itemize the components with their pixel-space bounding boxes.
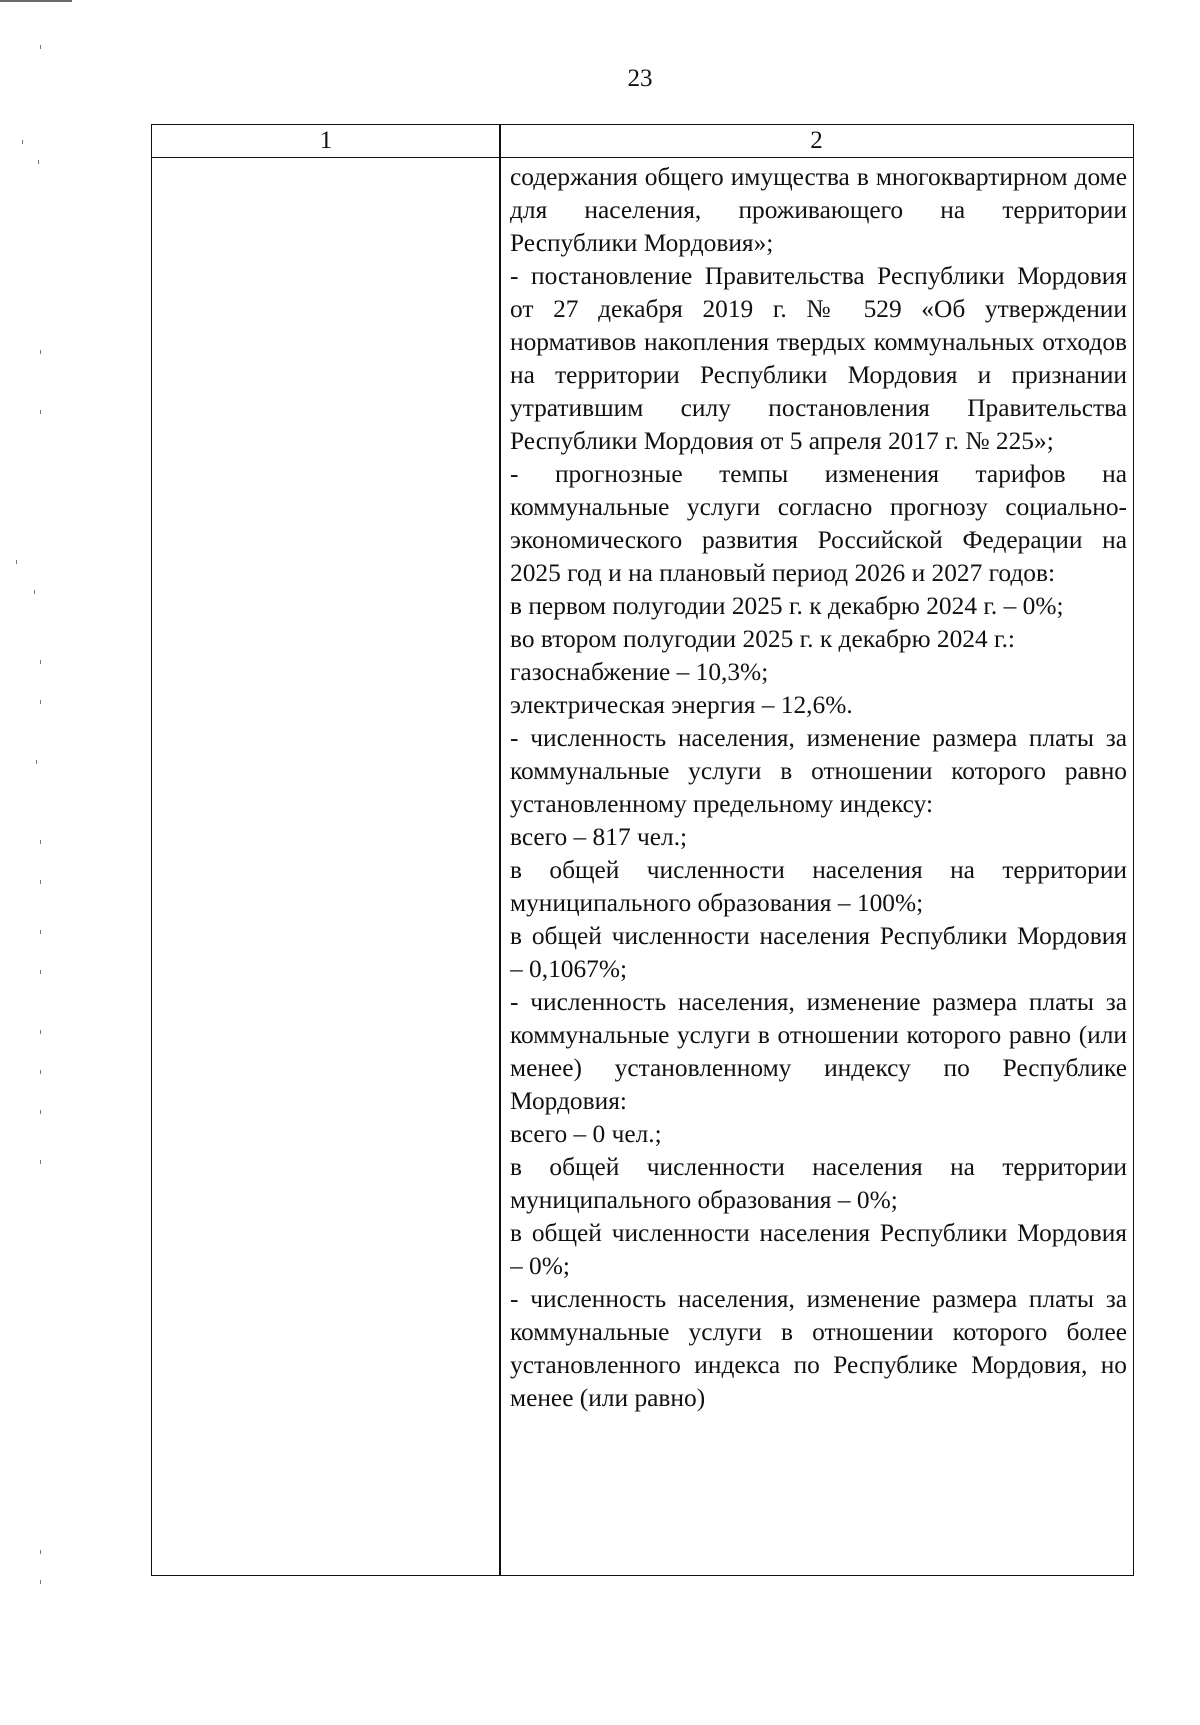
paragraph: - прогнозные темпы изменения тарифов на коммунальные услуги согласно прогнозу социально-экономического развития Российской Федерации на 2025 год и на плановый период 2026 и 2027 годов: bbox=[510, 460, 1127, 587]
table-header-column-2: 2 bbox=[810, 127, 823, 154]
paragraph: - численность населения, изменение размера платы за коммунальные услуги в отношении которого равно (или менее) установленному индексу по Республике Мордовия: bbox=[510, 988, 1127, 1115]
paragraph: - численность населения, изменение размера платы за коммунальные услуги в отношении которого равно установленному предельному индексу: bbox=[510, 724, 1127, 818]
paragraph: - постановление Правительства Республики Мордовия от 27 декабря 2019 г. № 529 «Об утверждении нормативов накопления твердых коммунальных отходов на территории Республики Мордовия и признании утратившим силу постановления Правительства Республики Мордовия от 5 апреля 2017 г. № 225»; bbox=[510, 262, 1127, 455]
scan-speck bbox=[40, 1550, 41, 1554]
scan-speck bbox=[40, 1030, 41, 1034]
scan-speck bbox=[40, 350, 41, 354]
scan-speck bbox=[36, 760, 37, 764]
scan-speck bbox=[40, 1160, 41, 1164]
paragraph: электрическая энергия – 12,6%. bbox=[510, 691, 853, 719]
scan-speck bbox=[40, 660, 41, 664]
table-header-column-1: 1 bbox=[319, 127, 333, 154]
paragraph: всего – 817 чел.; bbox=[510, 823, 688, 851]
scan-speck bbox=[40, 970, 41, 974]
scan-speck bbox=[40, 1110, 41, 1114]
scan-speck bbox=[40, 1580, 41, 1584]
table-header-row bbox=[152, 125, 1133, 158]
page-number: 23 bbox=[627, 65, 653, 92]
scan-speck bbox=[22, 140, 23, 144]
paragraph: в общей численности населения на территории муниципального образования – 0%; bbox=[510, 1153, 1127, 1214]
scan-margin-marks bbox=[0, 0, 60, 1725]
paragraph: в общей численности населения на территории муниципального образования – 100%; bbox=[510, 856, 1127, 917]
paragraph: содержания общего имущества в многоквартирном доме для населения, проживающего на территории Республики Мордовия»; bbox=[510, 163, 1127, 257]
scan-speck bbox=[40, 45, 41, 49]
scan-speck bbox=[40, 880, 41, 884]
scan-speck bbox=[40, 930, 41, 934]
scan-speck bbox=[40, 1070, 41, 1074]
scan-speck bbox=[34, 590, 35, 594]
paragraph: всего – 0 чел.; bbox=[510, 1120, 662, 1148]
paragraph: в общей численности населения Республики Мордовия – 0,1067%; bbox=[510, 922, 1127, 983]
scan-speck bbox=[38, 160, 39, 164]
paragraph: - численность населения, изменение размера платы за коммунальные услуги в отношении которого более установленного индекса по Республике Мордовия, но менее (или равно) bbox=[510, 1285, 1127, 1412]
column-divider bbox=[499, 125, 501, 1575]
scan-speck bbox=[40, 840, 41, 844]
scan-speck bbox=[40, 410, 41, 414]
paragraph: в общей численности населения Республики Мордовия – 0%; bbox=[510, 1219, 1127, 1280]
document-table bbox=[151, 124, 1134, 1576]
paragraph: во втором полугодии 2025 г. к декабрю 2024 г.: bbox=[510, 625, 1015, 653]
table-cell-column-2 bbox=[510, 161, 1127, 1575]
scan-speck bbox=[40, 700, 41, 704]
scan-speck bbox=[16, 560, 17, 564]
paragraph: в первом полугодии 2025 г. к декабрю 2024 г. – 0%; bbox=[510, 592, 1064, 620]
table-cell-column-1 bbox=[152, 158, 499, 1575]
paragraph: газоснабжение – 10,3%; bbox=[510, 658, 769, 686]
